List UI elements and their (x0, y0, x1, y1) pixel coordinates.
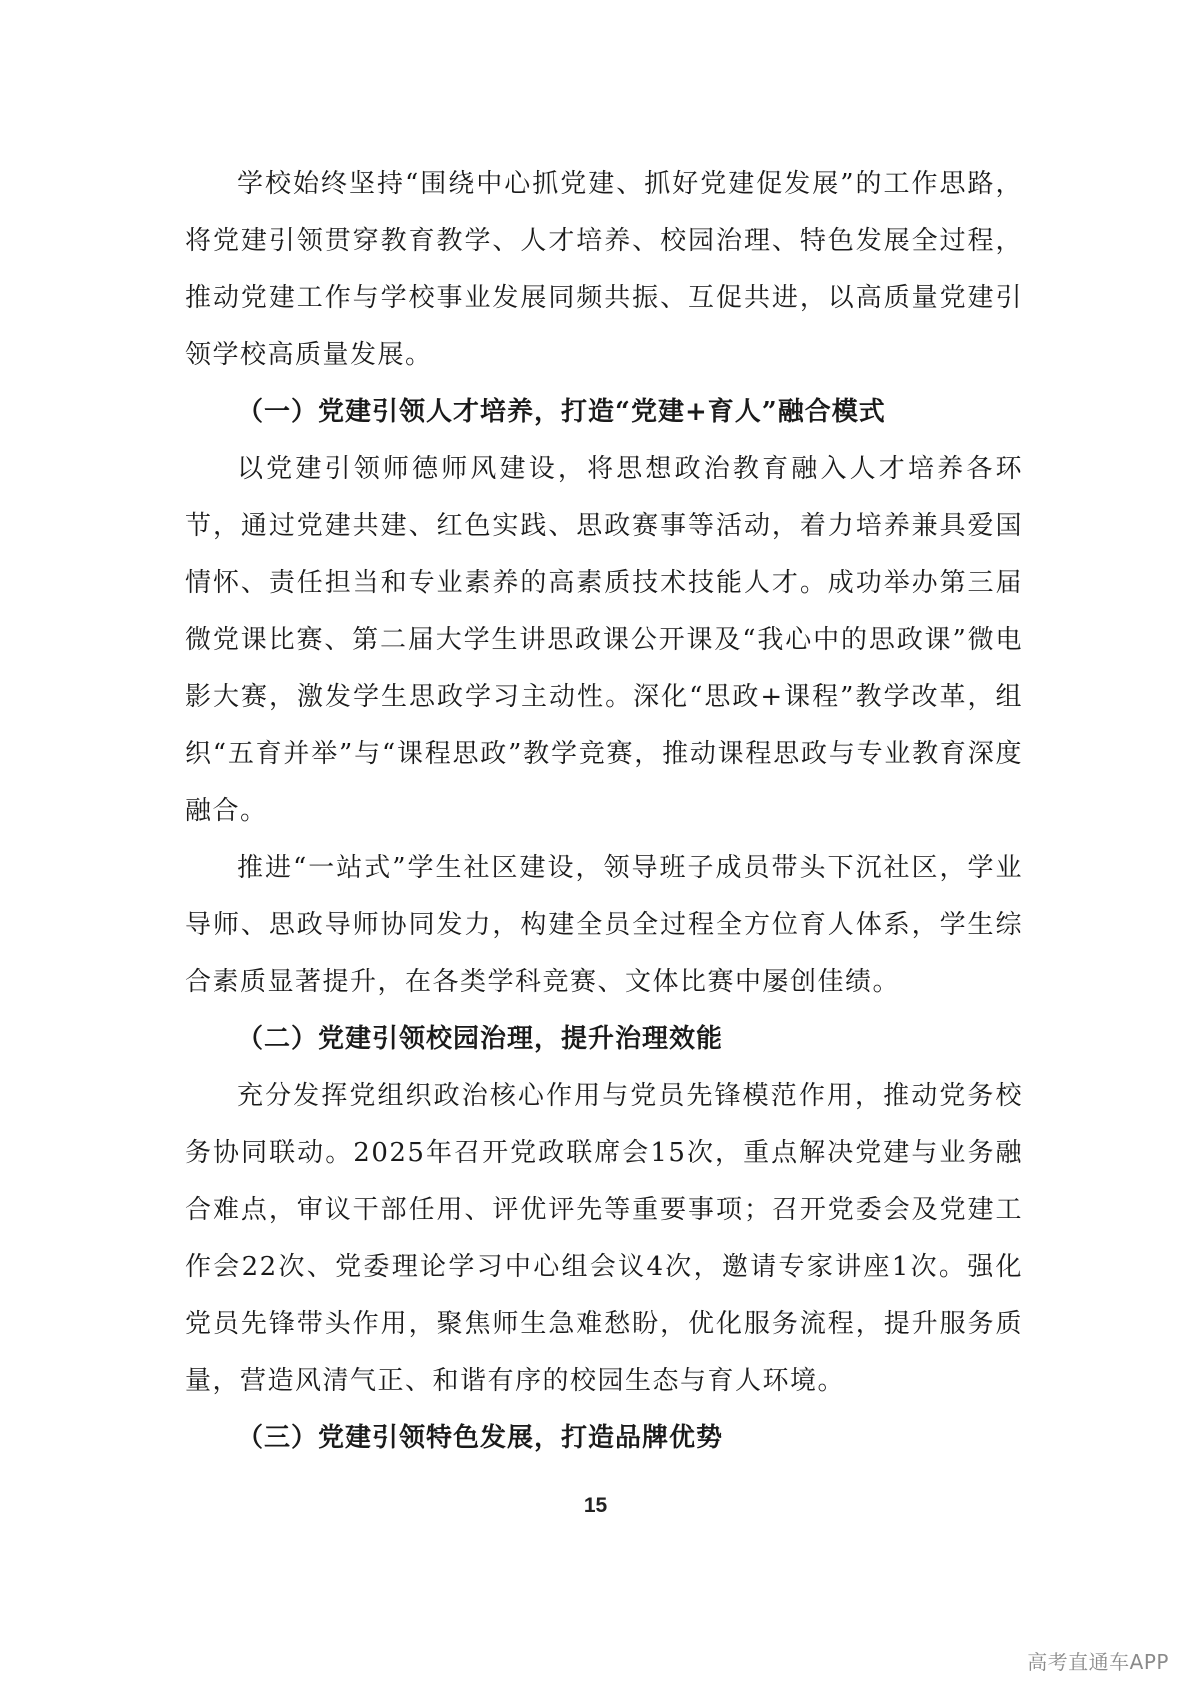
section-heading-2: （二）党建引领校园治理，提升治理效能 (237, 1024, 724, 1054)
watermark: 高考直通车APP (1027, 1650, 1169, 1674)
page-number: 15 (583, 1494, 608, 1517)
document-body (185, 156, 1023, 1467)
section-heading-3: （三）党建引领特色发展，打造品牌优势 (237, 1423, 724, 1453)
paragraph-campus-governance: 充分发挥党组织政治核心作用与党员先锋模范作用，推动党务校务协同联动。2025年召开党政联席会15次，重点解决党建与业务融合难点，审议干部任用、评优评先等重要事项；召开党委会及党建工作会22次、党委理论学习中心组会议4次，邀请专家讲座1次。强化党员先锋带头作用，聚焦师生急难愁盼，优化服务流程，提升服务质量，营造风清气正、和谐有序的校园生态与育人环境。 (185, 1081, 1023, 1396)
paragraph-talent-training: 以党建引领师德师风建设，将思想政治教育融入人才培养各环节，通过党建共建、红色实践、思政赛事等活动，着力培养兼具爱国情怀、责任担当和专业素养的高素质技术技能人才。成功举办第三届微党课比赛、第二届大学生讲思政课公开课及“我心中的思政课”微电影大赛，激发学生思政学习主动性。深化“思政+课程”教学改革，组织“五育并举”与“课程思政”教学竞赛，推动课程思政与专业教育深度融合。 (185, 454, 1023, 826)
section-heading-1: （一）党建引领人才培养，打造“党建+育人”融合模式 (237, 397, 886, 427)
paragraph-student-community: 推进“一站式”学生社区建设，领导班子成员带头下沉社区，学业导师、思政导师协同发力，构建全员全过程全方位育人体系，学生综合素质显著提升，在各类学科竞赛、文体比赛中屡创佳绩。 (185, 853, 1023, 997)
paragraph-intro: 学校始终坚持“围绕中心抓党建、抓好党建促发展”的工作思路，将党建引领贯穿教育教学、人才培养、校园治理、特色发展全过程，推动党建工作与学校事业发展同频共振、互促共进，以高质量党建引领学校高质量发展。 (185, 169, 1023, 370)
